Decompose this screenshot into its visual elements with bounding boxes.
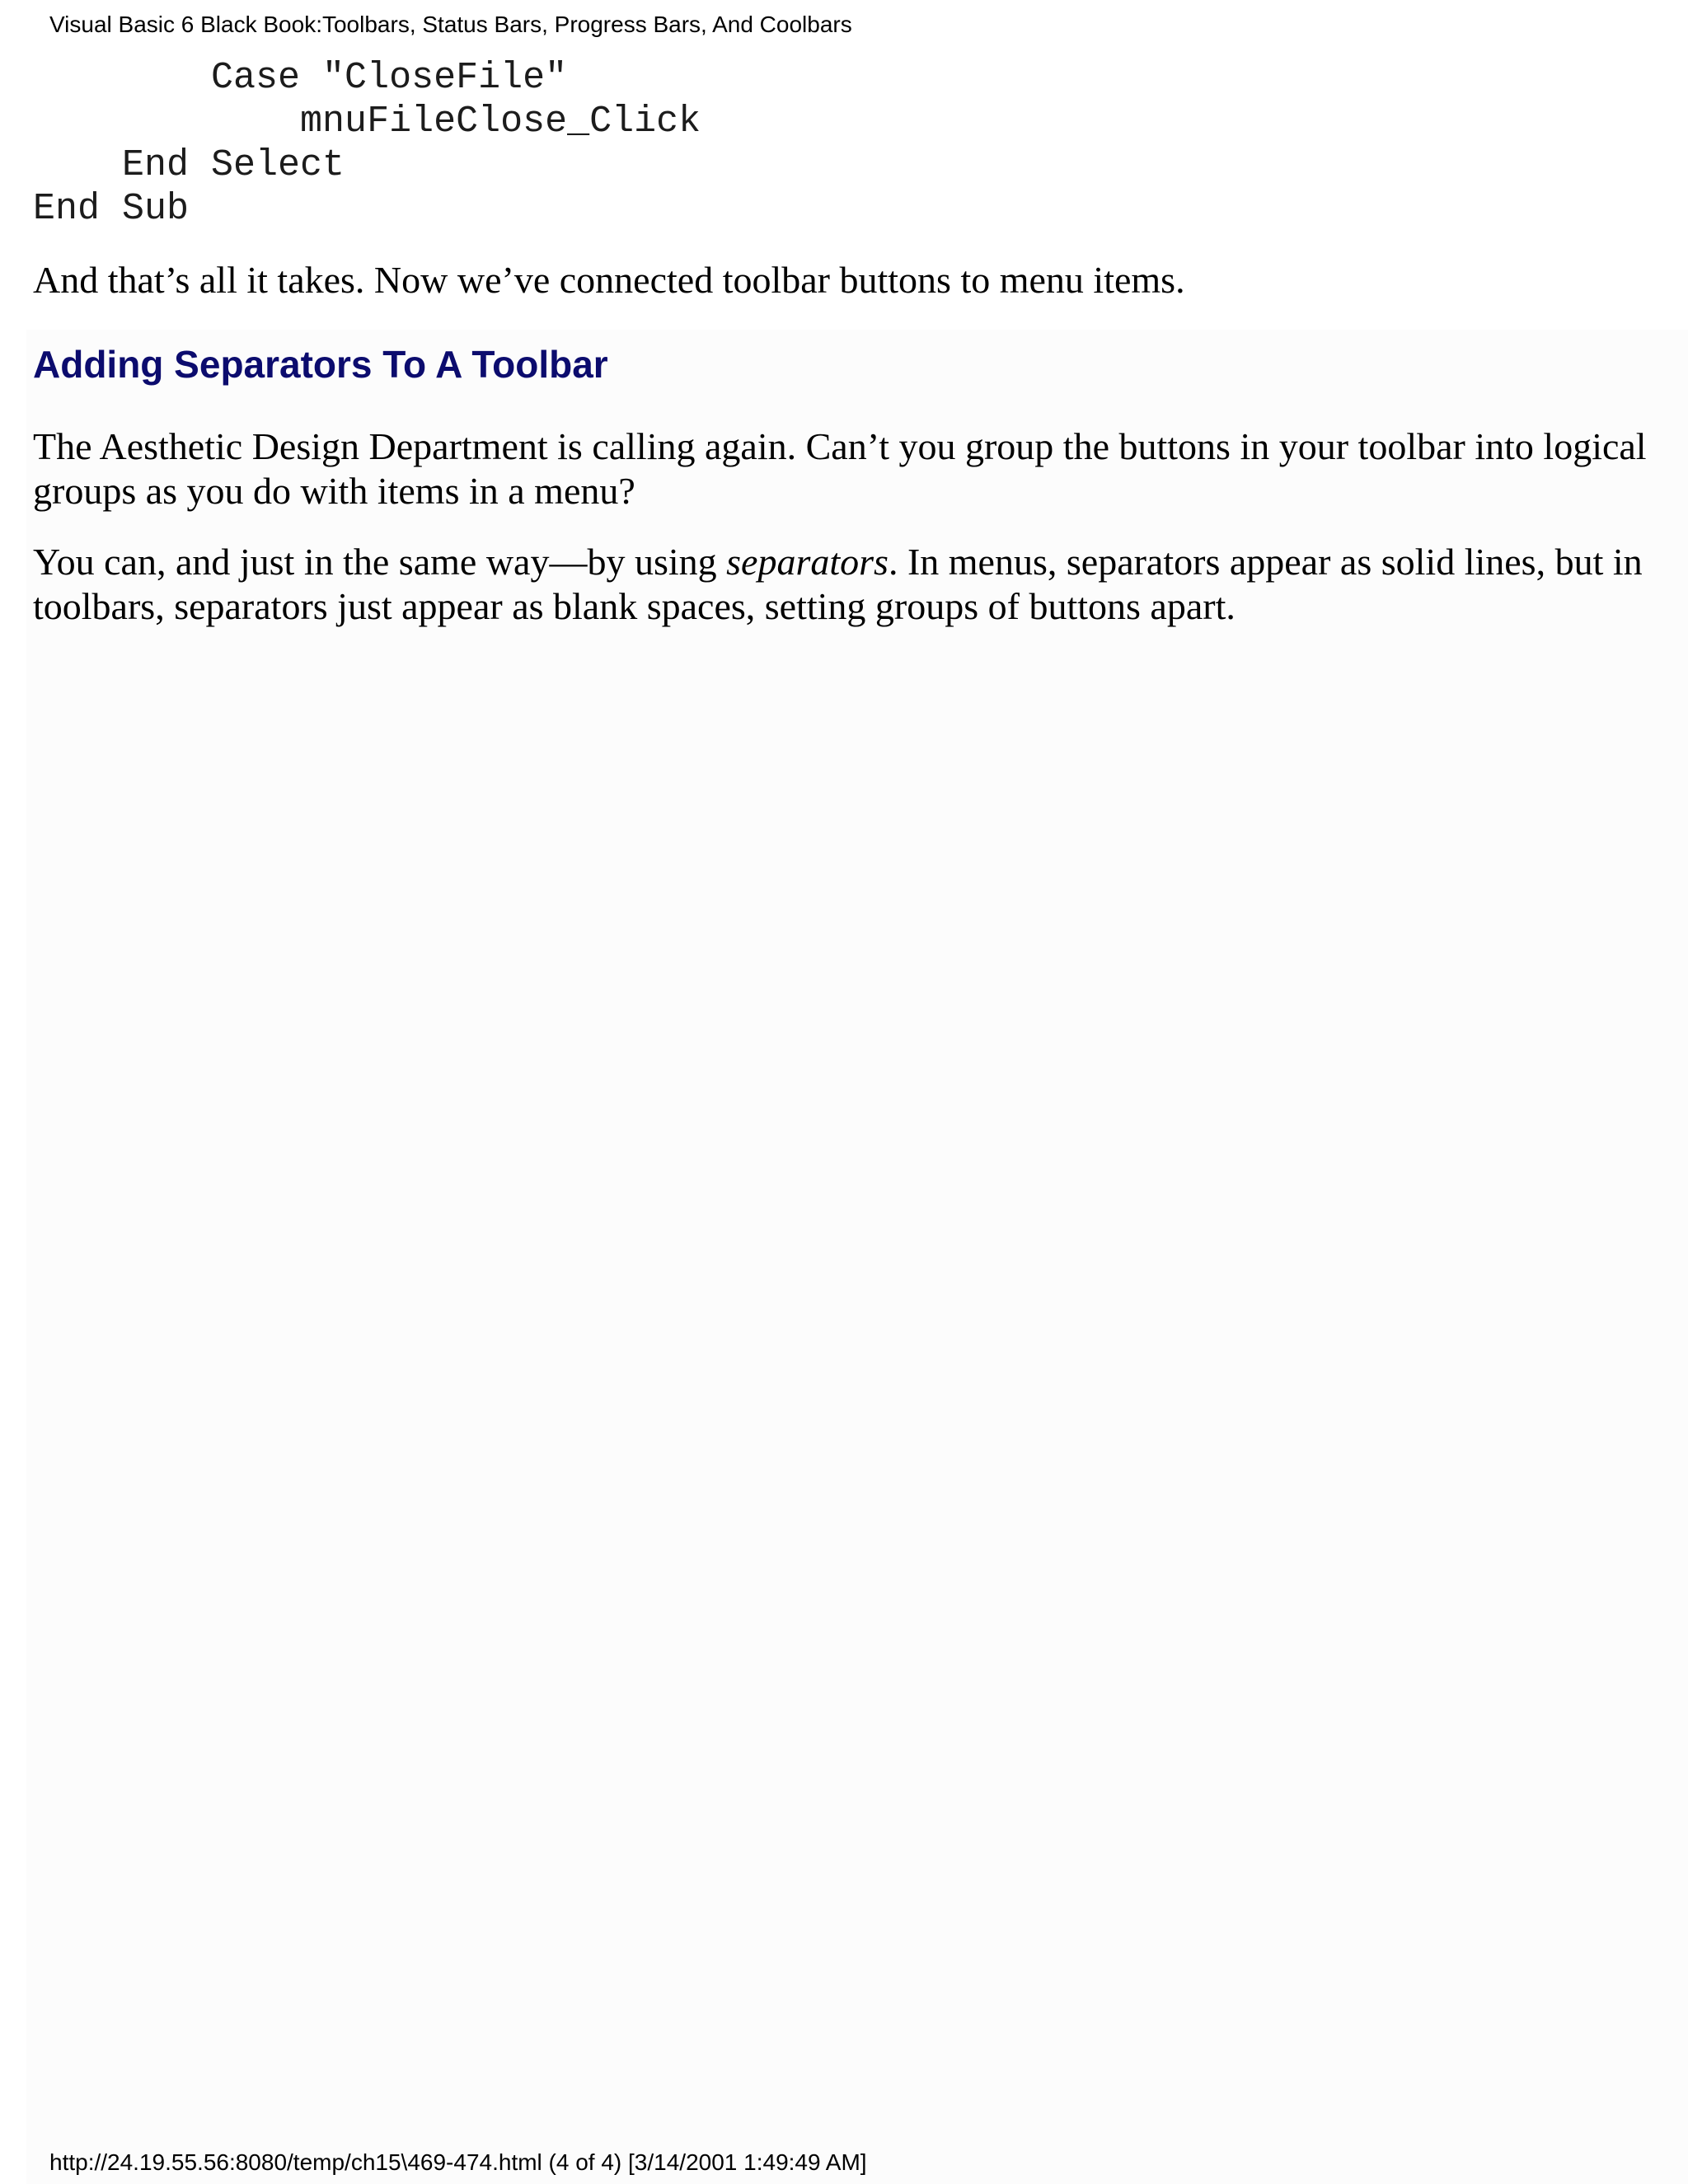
code-line: End Sub [33,188,190,230]
code-line: Case "CloseFile" [33,57,568,99]
aesthetic-paragraph: The Aesthetic Design Department is calling again. Can’t you group the buttons in your toolbar into logical groups as you do with items in a menu? [33,425,1647,512]
separators-paragraph [33,540,1657,629]
running-header: Visual Basic 6 Black Book:Toolbars, Status Bars, Progress Bars, And Coolbars [49,12,852,37]
running-footer: http://24.19.55.56:8080/temp/ch15\469-474.html (4 of 4) [3/14/2001 1:49:49 AM] [49,2149,867,2175]
section-heading: Adding Separators To A Toolbar [33,343,608,386]
separators-paragraph-intro: You can, and just in the same way—by using [33,541,727,583]
code-listing [33,56,701,231]
code-line: mnuFileClose_Click [33,101,701,143]
separators-term: separators [726,541,889,583]
closing-paragraph: And that’s all it takes. Now we’ve connected toolbar buttons to menu items. [33,259,1185,301]
code-line: End Select [33,144,345,186]
separators-paragraph-rest: . In menus, separators appear as solid lines, but in toolbars, separators just appear as blank spaces, setting groups of buttons apart. [33,541,1643,627]
